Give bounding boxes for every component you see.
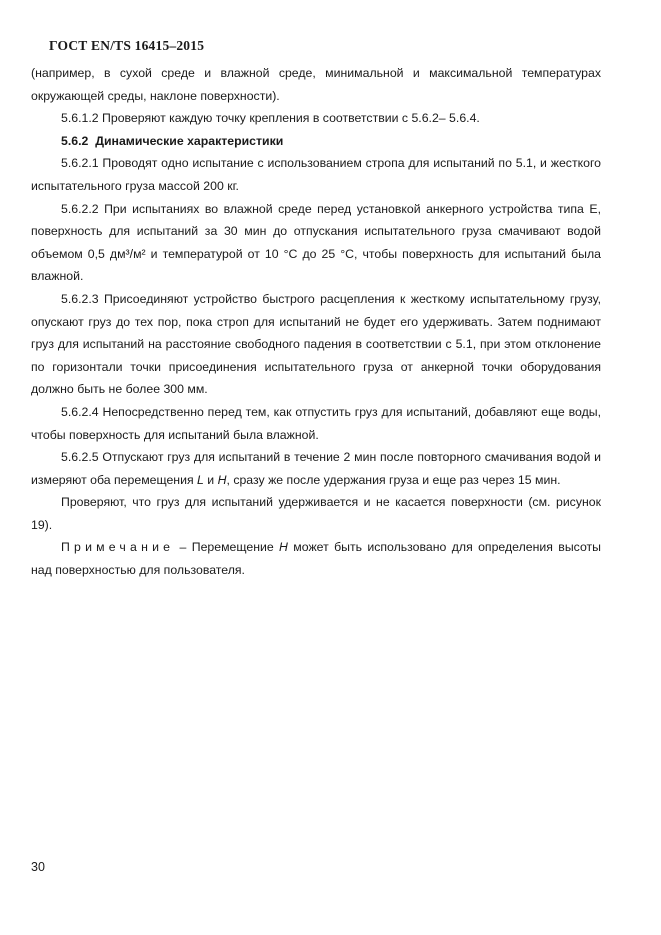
paragraph-5-6-2-4: 5.6.2.4 Непосредственно перед тем, как отпустить груз для испытаний, добавляют еще воды, чтобы поверхность для испытаний была влажной. — [31, 404, 601, 442]
note-text: может быть использовано для определения высоты над поверхностью для пользователя. — [31, 540, 601, 578]
note — [31, 536, 601, 581]
variable-h: Н — [279, 540, 288, 555]
document-header: ГОСТ EN/TS 16415–2015 — [49, 38, 205, 53]
section-title: Динамические характеристики — [95, 133, 284, 148]
variable-h: H — [217, 472, 227, 487]
paragraph-5-6-2-5 — [31, 446, 601, 491]
page-number: 30 — [31, 860, 45, 874]
paragraph-5-6-2-3: 5.6.2.3 Присоединяют устройство быстрого расцепления к жесткому испытательному грузу, опускают груз до тех пор, пока строп для испытаний не будет его удерживать. Затем поднимают груз для испытаний на расстояние свободного падения в соответствии с 5.1, при этом отклонение по горизонтали точки присоединения испытательного груза от анкерной точки оборудования должно быть не более 300 мм. — [31, 291, 601, 397]
variable-l: L — [197, 472, 204, 487]
paragraph-text: и — [203, 472, 218, 487]
note-label: Примечание — [61, 540, 175, 555]
paragraph-5-6-2-2: 5.6.2.2 При испытаниях во влажной среде перед установкой анкерного устройства типа Е, поверхность для испытаний за 30 мин до отпускания испытательного груза смачивают водой объемом 0,5 дм³/м² и температурой от 10 °С до 25 °С, чтобы поверхность для испытаний была влажной. — [31, 201, 601, 284]
paragraph-5-6-1-2: 5.6.1.2 Проверяют каждую точку крепления в соответствии с 5.6.2– 5.6.4. — [61, 111, 480, 126]
paragraph-text: 5.6.2.5 Отпускают груз для испытаний в течение 2 мин после повторного смачивания водой и измеряют оба перемещения — [31, 450, 601, 487]
section-heading-5-6-2 — [31, 130, 601, 153]
paragraph-5-6-2-1: 5.6.2.1 Проводят одно испытание с использованием стропа для испытаний по 5.1, и жесткого испытательного груза массой 200 кг. — [31, 156, 601, 193]
note-text: – Перемещение — [174, 540, 280, 555]
paragraph-text: , сразу же после удержания груза и еще раз через 15 мин. — [226, 472, 561, 487]
section-number: 5.6.2 — [61, 133, 89, 148]
paragraph-check: Проверяют, что груз для испытаний удерживается и не касается поверхности (см. рисунок 19). — [31, 495, 601, 532]
paragraph-continuation: (например, в сухой среде и влажной среде, минимальной и максимальной температурах окружающей среды, наклоне поверхности). — [31, 66, 601, 103]
page-body — [31, 62, 601, 582]
